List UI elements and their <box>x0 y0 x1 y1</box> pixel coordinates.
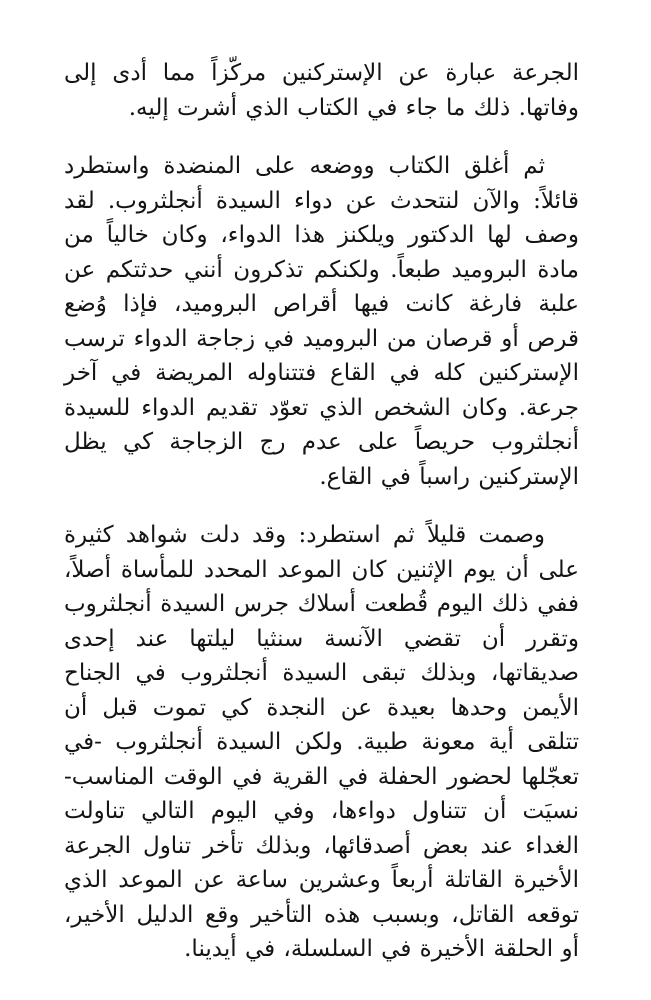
paragraph-2: ثم أغلق الكتاب ووضعه على المنضدة واستطرد قائلاً: والآن لنتحدث عن دواء السيدة أنجلثروب. لقد وصف لها الدكتور ويلكنز هذا الدواء، وكان خالياً من مادة البروميد طبعاً. ولكنكم تذكرون أنني حدثتكم عن علبة فارغة كانت فيها أقراص البروميد، فإذا وُضع قرص أو قرصان من البروميد في زجاجة الدواء ترسب الإستركنين كله في القاع فتتناوله المريضة في آخر جرعة. وكان الشخص الذي تعوّد تقديم الدواء للسيدة أنجلثروب حريصاً على عدم رج الزجاجة كي يظل الإستركنين راسباً في القاع. <box>64 153 579 490</box>
paragraph-3: وصمت قليلاً ثم استطرد: وقد دلت شواهد كثيرة على أن يوم الإثنين كان الموعد المحدد للمأساة أصلاً، ففي ذلك اليوم قُطعت أسلاك جرس السيدة أنجلثروب وتقرر أن تقضي الآنسة سنثيا ليلتها عند إحدى صديقاتها، وبذلك تبقى السيدة أنجلثروب في الجناح الأيمن وحدها بعيدة عن النجدة كي تموت قبل أن تتلقى أية معونة طبية. ولكن السيدة أنجلثروب -في تعجّلها لحضور الحفلة في القرية في الوقت المناسب- نسيَت أن تتناول دواءها، وفي اليوم التالي تناولت الغداء عند بعض أصدقائها، وبذلك تأخر تناول الجرعة الأخيرة القاتلة أربعاً وعشرين ساعة عن الموعد الذي توقعه القاتل، وبسبب هذه التأخير وقع الدليل الأخير، أو الحلقة الأخيرة في السلسلة، في أيدينا. <box>64 522 579 962</box>
paragraph-1: الجرعة عبارة عن الإستركنين مركّزاً مما أدى إلى وفاتها. ذلك ما جاء في الكتاب الذي أشرت إليه. <box>64 60 579 121</box>
